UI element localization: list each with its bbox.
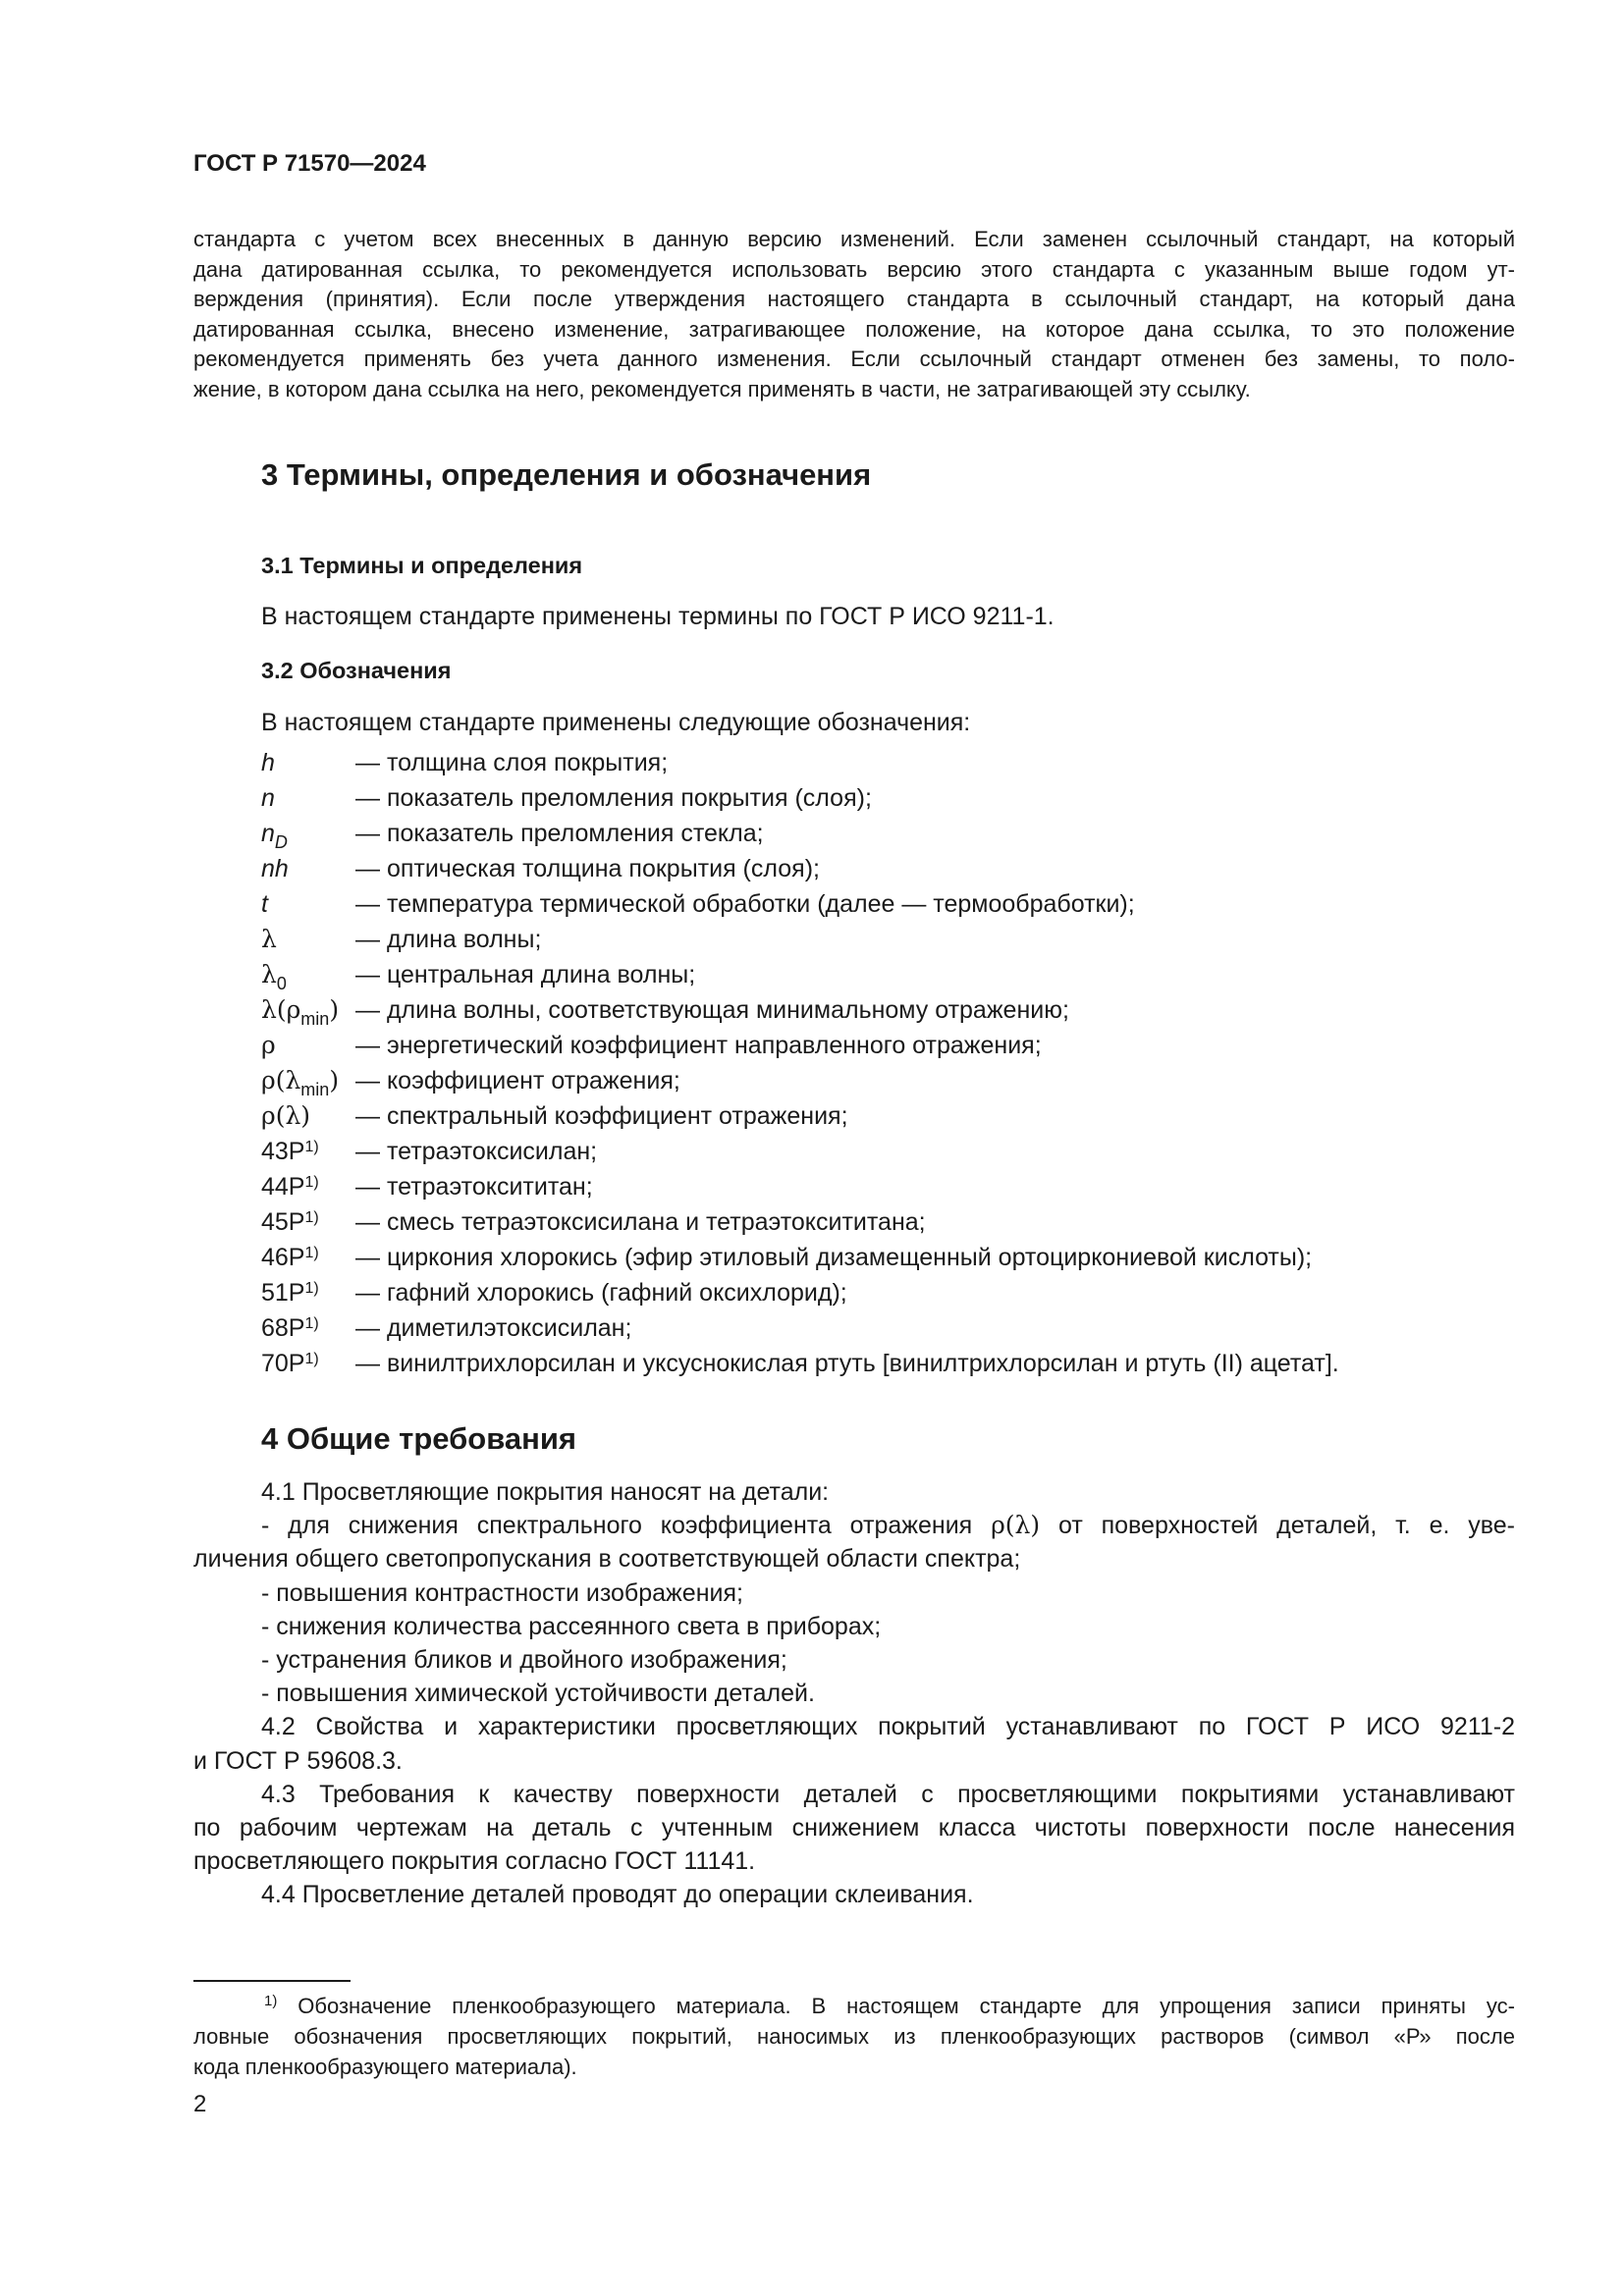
text-line: верждения (принятия). Если после утверждения настоящего стандарта в ссылочный стандарт, на который дана [193,287,1515,311]
running-header: ГОСТ Р 71570—2024 [193,150,426,177]
symbol-base: λ(ρ [261,995,301,1024]
symbol-term [261,992,339,1028]
symbol-row [261,851,1538,886]
symbol-base: 68Р [261,1314,305,1342]
paragraph-4-3-cont: по рабочим чертежам на деталь с учтенным снижением класса чистоты поверхности после нанесения [193,1814,1515,1842]
symbol-definition: — спектральный коэффициент отражения; [355,1102,848,1130]
symbol-definition: — циркония хлорокись (эфир этиловый дизамещенный ортоциркониевой кислоты); [355,1244,1313,1271]
section-4-heading: 4 Общие требования [261,1421,576,1456]
footnote-ref: 1) [304,1351,319,1367]
symbol-definition: — толщина слоя покрытия; [355,749,669,776]
symbol-definition: — винилтрихлорсилан и уксуснокислая ртуть [винилтрихлорсилан и ртуть (II) ацетат]. [355,1350,1339,1377]
list-item: - снижения количества рассеянного света в приборах; [261,1612,882,1640]
footnote-line: ловные обозначения просветляющих покрытий, наносимых из пленкообразующих растворов (символ «Р» после [193,2024,1515,2049]
symbol-definition: — длина волны; [355,926,542,953]
symbol-row [261,1028,1538,1063]
symbol-row [261,1310,1538,1346]
footnote-ref: 1) [304,1174,319,1191]
paragraph-4-3-cont: просветляющего покрытия согласно ГОСТ 11141. [193,1847,756,1876]
symbol-row [261,1169,1538,1204]
section-3-heading: 3 Термины, определения и обозначения [261,457,872,492]
symbol-base: 44Р [261,1173,305,1201]
symbol-base: ρ(λ [261,1066,301,1095]
symbol-definition: — смесь тетраэтоксисилана и тетраэтоксититана; [355,1208,926,1236]
symbol-row [261,1204,1538,1240]
text-run: от поверхностей деталей, т. е. уве- [1040,1512,1515,1540]
footnote-ref: 1) [304,1209,319,1226]
symbol-term [261,1204,319,1240]
paragraph-4-2: 4.2 Свойства и характеристики просветляющих покрытий устанавливают по ГОСТ Р ИСО 9211-2 [261,1713,1515,1741]
reflectance-symbol: ρ(λ) [991,1511,1041,1540]
symbol-definition: — центральная длина волны; [355,961,696,988]
page-number: 2 [193,2091,207,2117]
symbol-term [261,1346,319,1381]
subsection-3-2-heading: 3.2 Обозначения [261,658,452,683]
symbol-base: 51Р [261,1279,305,1307]
text-run: - для снижения спектрального коэффициента отражения [261,1512,992,1540]
symbol-row [261,1346,1538,1381]
symbol-subscript: 0 [276,974,287,993]
symbol-subscript: min [300,1080,330,1099]
subsection-3-1-text: В настоящем стандарте применены термины по ГОСТ Р ИСО 9211-1. [261,603,1055,630]
symbol-base: 45Р [261,1208,305,1236]
text-line: датированная ссылка, внесено изменение, затрагивающее положение, на которое дана ссылка, то это положение [193,316,1515,342]
symbol-row [261,1240,1538,1275]
symbol-definition: — энергетический коэффициент направленного отражения; [355,1032,1042,1059]
paragraph-4-2-cont: и ГОСТ Р 59608.3. [193,1746,403,1775]
symbol-row [261,780,1538,816]
symbol-term [261,886,268,922]
footnote-divider [193,1980,351,1982]
list-item: - повышения химической устойчивости деталей. [261,1680,815,1708]
symbol-term [261,851,289,886]
symbol-term [261,1169,319,1204]
footnote-line: кода пленкообразующего материала). [193,2055,577,2079]
symbol-term [261,1063,339,1098]
symbol-base: h [261,749,275,776]
symbol-base: 43Р [261,1138,305,1165]
symbol-definition: — оптическая толщина покрытия (слоя); [355,855,820,882]
symbol-definition: — тетраэтоксититан; [355,1173,593,1201]
symbol-definition: — показатель преломления покрытия (слоя); [355,784,872,812]
symbol-subscript: D [274,832,288,852]
text-line: стандарта с учетом всех внесенных в данную версию изменений. Если заменен ссылочный стандарт, на который [193,227,1515,251]
requirements-text [193,1475,1515,1912]
footnote-ref: 1) [304,1139,319,1155]
paragraph-4-3: 4.3 Требования к качеству поверхности деталей с просветляющими покрытиями устанавливают [261,1780,1515,1808]
symbol-tail: ) [329,1066,340,1095]
symbol-row [261,1063,1538,1098]
symbol-definition: — показатель преломления стекла; [355,820,764,847]
symbol-row [261,1275,1538,1310]
symbol-row [261,1134,1538,1169]
symbol-subscript: min [300,1009,330,1029]
footnote-ref: 1) [304,1315,319,1332]
symbol-base: n [261,820,275,847]
symbol-definition: — температура термической обработки (далее — термообработки); [355,890,1135,918]
symbol-term [261,1275,319,1310]
symbol-row [261,1098,1538,1134]
symbol-base: λ [261,960,277,988]
symbol-term [261,745,275,780]
text-line: дана датированная ссылка, то рекомендуется использовать версию этого стандарта с указанным выше годом ут- [193,256,1515,282]
list-item: - устранения бликов и двойного изображения; [261,1646,787,1675]
list-item [193,1509,1515,1542]
list-item: - повышения контрастности изображения; [261,1578,743,1607]
text-line: рекомендуется применять без учета данного изменения. Если ссылочный стандарт отменен без замены, то поло- [193,347,1515,371]
footnote [193,1991,1515,2082]
symbol-base: t [261,890,268,918]
symbol-definition: — диметилэтоксисилан; [355,1314,632,1342]
symbol-row [261,745,1538,780]
symbol-base: 46Р [261,1244,305,1271]
symbol-base: ρ(λ) [261,1101,311,1130]
symbol-base: ρ [261,1031,276,1059]
symbol-tail: ) [329,995,340,1024]
subsection-3-2-intro: В настоящем стандарте применены следующие обозначения: [261,709,971,736]
symbol-base: λ [261,925,277,953]
symbol-base: 70Р [261,1350,305,1377]
symbol-definition: — коэффициент отражения; [355,1067,680,1095]
footnote-ref: 1) [304,1245,319,1261]
symbol-row [261,922,1538,957]
footnote-text: Обозначение пленкообразующего материала. В настоящем стандарте для упрощения записи приняты ус- [277,1994,1515,2018]
footnote-marker: 1) [264,1993,278,2009]
symbol-row [261,957,1538,992]
symbol-term [261,1240,319,1275]
symbol-term [261,957,287,992]
symbol-term [261,922,277,957]
symbol-definition: — длина волны, соответствующая минимальному отражению; [355,996,1069,1024]
symbol-row [261,816,1538,851]
footnote-line [193,1991,1515,2021]
symbol-base: nh [261,855,289,882]
intro-paragraph [193,225,1515,404]
symbol-term [261,1134,319,1169]
symbol-term [261,1098,310,1134]
symbol-term [261,1310,319,1346]
symbol-base: n [261,784,275,812]
symbol-definition: — тетраэтоксисилан; [355,1138,598,1165]
paragraph-4-1: 4.1 Просветляющие покрытия наносят на детали: [261,1478,830,1506]
subsection-3-1-heading: 3.1 Термины и определения [261,553,583,578]
footnote-ref: 1) [304,1280,319,1297]
symbol-term [261,1028,276,1063]
symbol-term [261,816,288,851]
symbol-term [261,780,275,816]
symbol-row [261,992,1538,1028]
symbol-definition: — гафний хлорокись (гафний оксихлорид); [355,1279,847,1307]
symbol-row [261,886,1538,922]
paragraph-4-4: 4.4 Просветление деталей проводят до операции склеивания. [261,1881,974,1909]
symbols-list [261,745,1538,1381]
list-item-continuation: личения общего светопропускания в соответствующей области спектра; [193,1545,1021,1574]
text-line: жение, в котором дана ссылка на него, рекомендуется применять в части, не затрагивающей эту ссылку. [193,376,1251,401]
